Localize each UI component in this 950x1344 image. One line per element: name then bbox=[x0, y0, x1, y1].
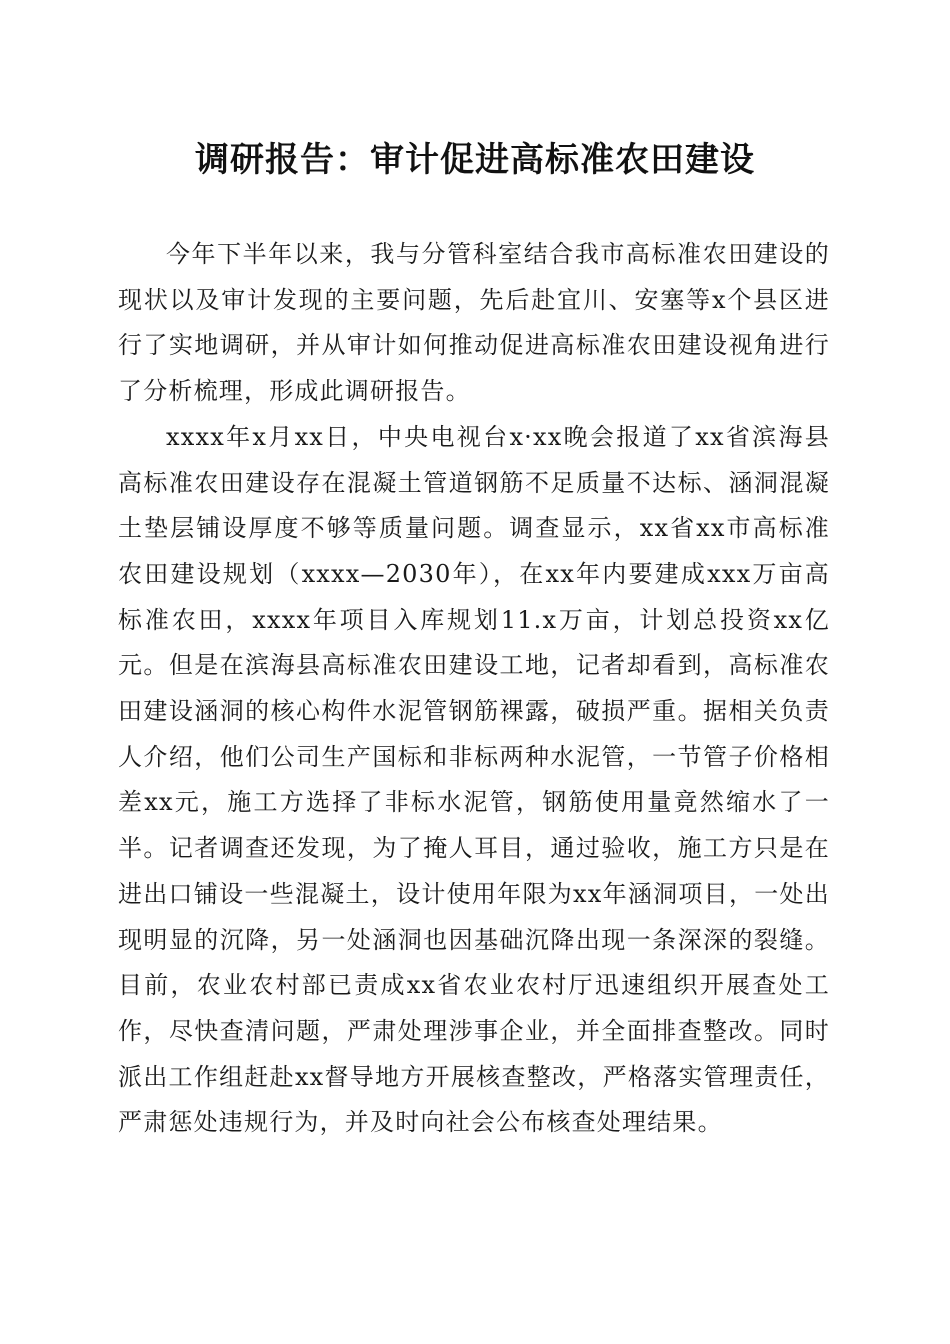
document-body bbox=[118, 232, 830, 1146]
paragraph-intro: 今年下半年以来，我与分管科室结合我市高标准农田建设的现状以及审计发现的主要问题，先后赴宜川、安塞等x个县区进行了实地调研，并从审计如何推动促进高标准农田建设视角进行了分析梳理，形成此调研报告。 bbox=[118, 240, 830, 406]
paragraph-report: xxxx年x月xx日，中央电视台x·xx晚会报道了xx省滨海县高标准农田建设存在混凝土管道钢筋不足质量不达标、涵洞混凝土垫层铺设厚度不够等质量问题。调查显示，xx省xx市高标准农田建设规划（xxxx—2030年），在xx年内要建成xxx万亩高标准农田，xxxx年项目入库规划11.x万亩，计划总投资xx亿元。但是在滨海县高标准农田建设工地，记者却看到，高标准农田建设涵洞的核心构件水泥管钢筋裸露，破损严重。据相关负责人介绍，他们公司生产国标和非标两种水泥管，一节管子价格相差xx元，施工方选择了非标水泥管，钢筋使用量竟然缩水了一半。记者调查还发现，为了掩人耳目，通过验收，施工方只是在进出口铺设一些混凝土，设计使用年限为xx年涵洞项目，一处出现明显的沉降，另一处涵洞也因基础沉降出现一条深深的裂缝。目前，农业农村部已责成xx省农业农村厅迅速组织开展查处工作，尽快查清问题，严肃处理涉事企业，并全面排查整改。同时派出工作组赶赴xx督导地方开展核查整改，严格落实管理责任，严肃惩处违规行为，并及时向社会公布核查处理结果。 bbox=[118, 422, 830, 1137]
document-title: 调研报告：审计促进高标准农田建设 bbox=[195, 140, 755, 180]
